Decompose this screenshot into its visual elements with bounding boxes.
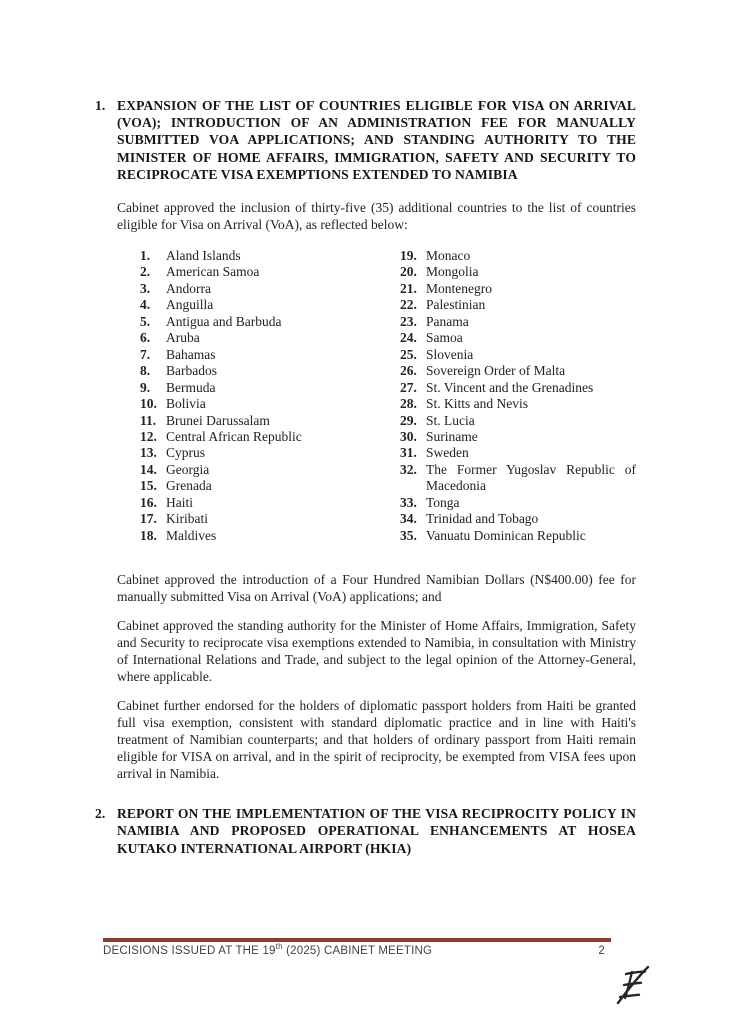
country-name: Central African Republic [166, 429, 302, 444]
country-number: 27. [400, 379, 417, 395]
section-1-number: 1. [95, 98, 106, 113]
country-number: 10. [140, 396, 157, 412]
country-name: Antigua and Barbuda [166, 313, 282, 329]
country-number: 9. [140, 379, 151, 395]
country-name: Maldives [166, 527, 217, 543]
country-column-left [140, 248, 400, 544]
country-list-item [140, 511, 400, 527]
country-name: St. Vincent and the Grenadines [426, 379, 594, 395]
country-name: Tonga [426, 494, 460, 510]
country-list-item [140, 396, 400, 412]
country-number: 33. [400, 494, 417, 510]
country-name: St. Kitts and Nevis [426, 396, 529, 412]
country-number: 26. [400, 363, 417, 379]
body-paragraph: Cabinet further endorsed for the holders of diplomatic passport holders from Haiti be granted full visa exemption, consistent with standard diplomatic practice and in line with Haiti's treatment of Namibian counterparts; and that holders of ordinary passport from Haiti remain eligible for VISA on arrival, and in the spirit of reciprocity, be exempted from VISA fees upon arrival in Namibia. [117, 698, 636, 782]
country-name: American Samoa [166, 264, 260, 280]
country-list-item [140, 248, 400, 264]
country-list-item [140, 330, 400, 346]
body-paragraphs [95, 571, 636, 782]
country-number: 21. [400, 280, 417, 296]
country-number: 25. [400, 346, 417, 362]
country-number: 24. [400, 330, 417, 346]
country-number: 16. [140, 494, 157, 510]
country-name: Bermuda [166, 379, 216, 395]
country-list-item [400, 248, 636, 264]
country-list-item [140, 462, 400, 478]
country-number: 29. [400, 412, 417, 428]
country-number: 3. [140, 280, 151, 296]
paraph-initial-icon [612, 963, 656, 1011]
country-name: Panama [426, 313, 469, 329]
country-name: Anguilla [166, 297, 214, 313]
country-list-item [140, 281, 400, 297]
body-paragraph: Cabinet approved the introduction of a Four Hundred Namibian Dollars (N$400.00) fee for manually submitted Visa on Arrival (VoA) applications; and [117, 572, 636, 605]
country-number: 18. [140, 527, 157, 543]
country-number: 34. [400, 511, 417, 527]
country-name: Haiti [166, 494, 193, 510]
country-list-item [140, 445, 400, 461]
country-name: Bahamas [166, 346, 216, 362]
section-2-heading [95, 805, 636, 857]
country-number: 15. [140, 478, 157, 494]
intro-paragraph: Cabinet approved the inclusion of thirty-five (35) additional countries to the list of countries eligible for Visa on Arrival (VoA), as reflected below: [117, 200, 636, 233]
country-name: Aruba [166, 330, 200, 346]
country-list-item [400, 413, 636, 429]
country-name: Vanuatu Dominican Republic [426, 527, 586, 543]
country-name: Brunei Darussalam [166, 412, 270, 428]
country-list-item [140, 347, 400, 363]
country-name: Barbados [166, 363, 217, 379]
country-name: Aland Islands [166, 248, 241, 264]
page-number: 2 [598, 945, 605, 957]
country-number: 7. [140, 346, 151, 362]
section-1-title: EXPANSION OF THE LIST OF COUNTRIES ELIGIBLE FOR VISA ON ARRIVAL (VOA); INTRODUCTION OF AN ADMINISTRATION FEE FOR MANUALLY SUBMITTED VOA APPLICATIONS; AND STANDING AUTHORITY TO THE MINISTER OF HOME AFFAIRS, IMMIGRATION, SAFETY AND SECURITY TO RECIPROCATE VISA EXEMPTIONS EXTENDED TO NAMIBIA [117, 98, 636, 182]
section-1-heading [95, 97, 636, 183]
country-name: Georgia [166, 461, 210, 477]
country-name: Andorra [166, 280, 211, 296]
country-name: Suriname [426, 429, 478, 444]
page-footer [103, 938, 611, 957]
country-column-right [400, 248, 636, 544]
country-number: 1. [140, 248, 151, 264]
country-number: 32. [400, 461, 417, 477]
country-list-item [400, 314, 636, 330]
country-list-item [140, 495, 400, 511]
country-list-item [400, 297, 636, 313]
country-list-item [400, 511, 636, 527]
country-list-item [140, 314, 400, 330]
country-number: 13. [140, 445, 157, 461]
country-number: 30. [400, 429, 417, 444]
country-name: Trinidad and Tobago [426, 511, 539, 527]
country-list-item [400, 380, 636, 396]
country-number: 23. [400, 313, 417, 329]
country-name: Bolivia [166, 396, 206, 412]
section-2-title: REPORT ON THE IMPLEMENTATION OF THE VISA RECIPROCITY POLICY IN NAMIBIA AND PROPOSED OPERATIONAL ENHANCEMENTS AT HOSEA KUTAKO INTERNATIONAL AIRPORT (HKIA) [117, 806, 636, 856]
country-list-item [140, 429, 400, 445]
country-list-item [140, 264, 400, 280]
body-paragraph: Cabinet approved the standing authority for the Minister of Home Affairs, Immigration, Safety and Security to reciprocate visa exemptions extended to Namibia, in consultation with Ministry of International Relations and Trade, and subject to the legal opinion of the Attorney-General, where applicable. [117, 618, 636, 685]
country-name: Slovenia [426, 346, 474, 362]
country-list-item [400, 429, 636, 445]
country-number: 12. [140, 429, 157, 444]
country-number: 22. [400, 297, 417, 313]
country-list-item [400, 330, 636, 346]
country-list-item [140, 380, 400, 396]
country-list-item [400, 363, 636, 379]
country-number: 17. [140, 511, 157, 527]
country-name: Grenada [166, 478, 212, 494]
country-number: 14. [140, 461, 157, 477]
country-number: 8. [140, 363, 151, 379]
country-list-item [400, 445, 636, 461]
country-list-item [400, 462, 636, 495]
country-number: 5. [140, 313, 151, 329]
footer-text: DECISIONS ISSUED AT THE 19th (2025) CABINET MEETING [103, 942, 433, 957]
country-list-item [400, 495, 636, 511]
country-name: Cyprus [166, 445, 206, 461]
country-number: 19. [400, 248, 417, 264]
country-list-item [400, 396, 636, 412]
country-number: 31. [400, 445, 417, 461]
country-number: 2. [140, 264, 151, 280]
country-list-item [140, 478, 400, 494]
country-list-item [140, 363, 400, 379]
country-list-item [400, 264, 636, 280]
country-list-item [140, 413, 400, 429]
country-list-item [400, 281, 636, 297]
country-name: Samoa [426, 330, 463, 346]
country-number: 35. [400, 527, 417, 543]
document-content [95, 97, 636, 857]
country-list-item [140, 528, 400, 544]
country-name: Monaco [426, 248, 471, 264]
country-list-item [140, 297, 400, 313]
country-name: The Former Yugoslav Republic of Macedonia [426, 461, 636, 494]
country-number: 6. [140, 330, 151, 346]
country-name: Kiribati [166, 511, 208, 527]
section-2-number: 2. [95, 806, 106, 822]
country-number: 20. [400, 264, 417, 280]
country-name: Palestinian [426, 297, 486, 313]
footer-superscript: th [275, 942, 283, 952]
country-number: 4. [140, 297, 151, 313]
country-list-item [400, 528, 636, 544]
country-name: Mongolia [426, 264, 479, 280]
country-name: Montenegro [426, 280, 492, 296]
country-name: Sovereign Order of Malta [426, 363, 566, 379]
country-number: 11. [140, 412, 157, 428]
country-number: 28. [400, 396, 417, 412]
country-list-item [400, 347, 636, 363]
country-name: St. Lucia [426, 412, 475, 428]
country-name: Sweden [426, 445, 469, 461]
country-list [140, 248, 636, 544]
